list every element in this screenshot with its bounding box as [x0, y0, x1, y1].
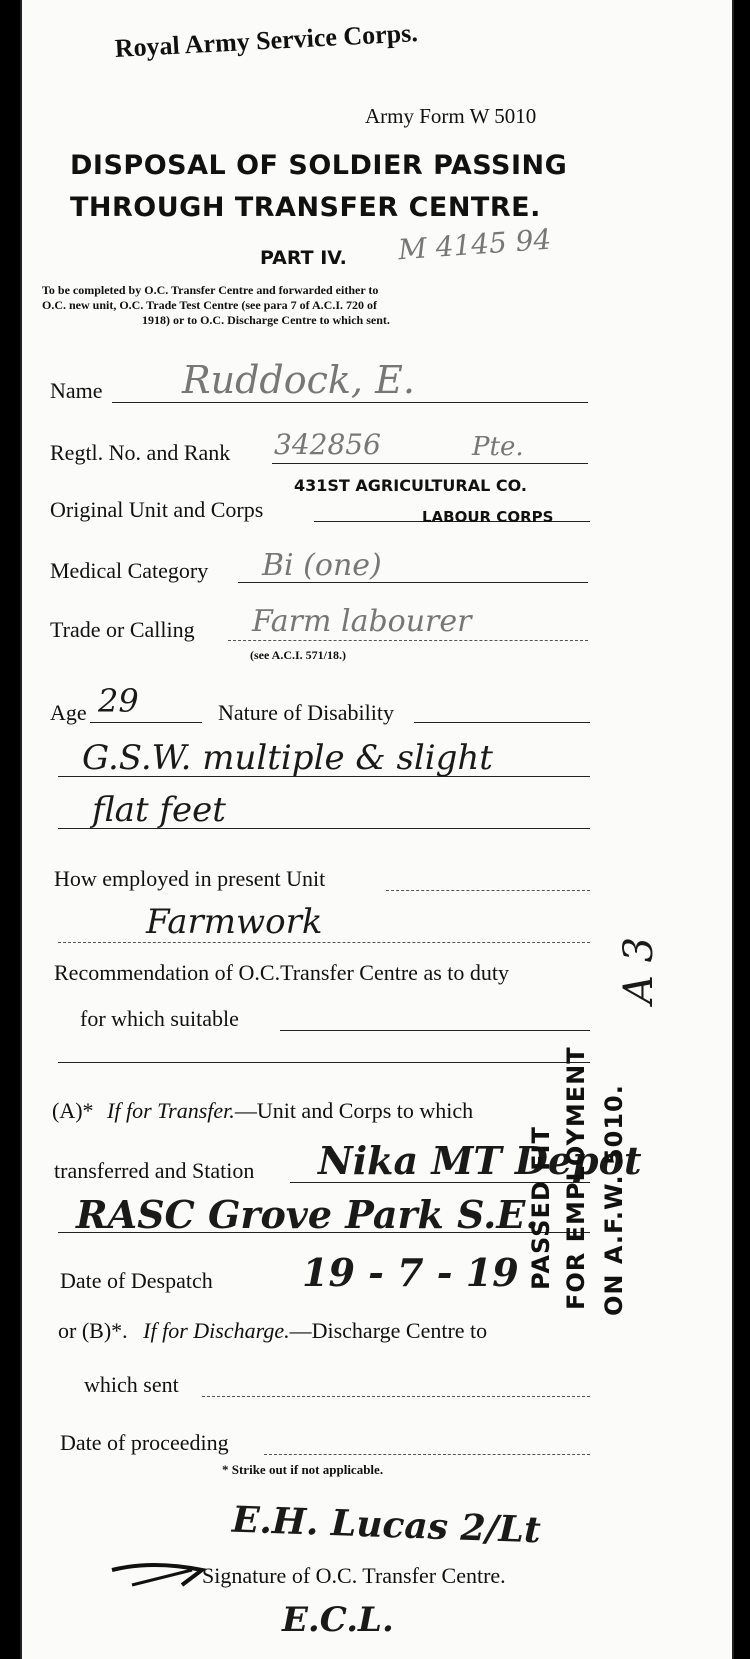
employed-value: Farmwork: [146, 902, 323, 942]
medical-value: Bi (one): [262, 548, 382, 583]
station-value: RASC Grove Park S.E.: [76, 1192, 539, 1237]
disability-label: Nature of Disability: [218, 700, 394, 725]
discharge-prefix: or (B)*.: [58, 1318, 128, 1343]
name-label: Name: [50, 378, 103, 403]
signature-label: Signature of O.C. Transfer Centre.: [202, 1563, 506, 1588]
reference-number: M 4145 94: [397, 222, 553, 267]
age-label: Age: [50, 700, 87, 725]
transferred-label: transferred and Station: [54, 1158, 255, 1183]
age-value: 29: [98, 682, 139, 720]
part-heading: PART IV.: [260, 247, 347, 269]
instruction-line2: O.C. new unit, O.C. Trade Test Centre (see para 7 of A.C.I. 720 of: [42, 298, 377, 312]
trade-label: Trade or Calling: [50, 617, 195, 642]
disability-value-line1: G.S.W. multiple & slight: [82, 738, 493, 778]
transferred-value: Nika MT Depot: [318, 1138, 642, 1183]
initials-value: E.C.L.: [282, 1600, 394, 1640]
side-stamp-line1: PASSED FIT: [527, 1126, 555, 1290]
despatch-label: Date of Despatch: [60, 1268, 213, 1293]
form-number: Army Form W 5010: [365, 104, 537, 128]
signature-value: E.H. Lucas 2/Lt: [231, 1498, 542, 1552]
discharge-italic: If for Discharge.: [143, 1318, 290, 1343]
corps-title: Royal Army Service Corps.: [114, 18, 419, 63]
employed-label: How employed in present Unit: [54, 866, 326, 891]
instruction-line3: 1918) or to O.C. Discharge Centre to which sent.: [142, 313, 390, 327]
trade-note: (see A.C.I. 571/18.): [250, 648, 346, 662]
side-stamp-line3: ON A.F.W. 5010.: [600, 1084, 628, 1316]
instruction-line1: To be completed by O.C. Transfer Centre and forwarded either to: [42, 283, 379, 297]
discharge-rest: —Discharge Centre to: [289, 1318, 488, 1343]
form-title-line1: DISPOSAL OF SOLDIER PASSING: [70, 150, 568, 181]
trade-value: Farm labourer: [252, 604, 472, 639]
suitable-label: for which suitable: [80, 1006, 239, 1031]
strike-note: * Strike out if not applicable.: [222, 1462, 384, 1477]
original-unit-label: Original Unit and Corps: [50, 497, 264, 522]
medical-label: Medical Category: [50, 558, 209, 583]
which-sent-label: which sent: [84, 1372, 179, 1397]
regtl-value: 342856: [274, 428, 381, 461]
handwriting-strokes: [22, 0, 722, 1659]
recommendation-label: Recommendation of O.C.Transfer Centre as to duty: [54, 960, 509, 985]
despatch-value: 19 - 7 - 19: [302, 1250, 519, 1295]
side-stamp-tick: A 3: [616, 936, 662, 1004]
form-paper: [20, 0, 734, 1659]
side-stamp-line2: FOR EMPLOYMENT: [562, 1046, 590, 1310]
proceeding-label: Date of proceeding: [60, 1430, 229, 1455]
name-value: Ruddock, E.: [182, 358, 415, 402]
transfer-marker: (A)*: [52, 1098, 94, 1123]
rank-value: Pte.: [472, 432, 524, 462]
unit-stamp-line2: LABOUR CORPS: [422, 508, 554, 526]
transfer-rest: —Unit and Corps to which: [234, 1098, 474, 1123]
unit-stamp-line1: 431ST AGRICULTURAL CO.: [294, 476, 527, 495]
transfer-italic: If for Transfer.: [107, 1098, 235, 1123]
disability-value-line2: flat feet: [92, 790, 226, 830]
regtl-label: Regtl. No. and Rank: [50, 440, 231, 465]
form-title-line2: THROUGH TRANSFER CENTRE.: [70, 192, 541, 223]
